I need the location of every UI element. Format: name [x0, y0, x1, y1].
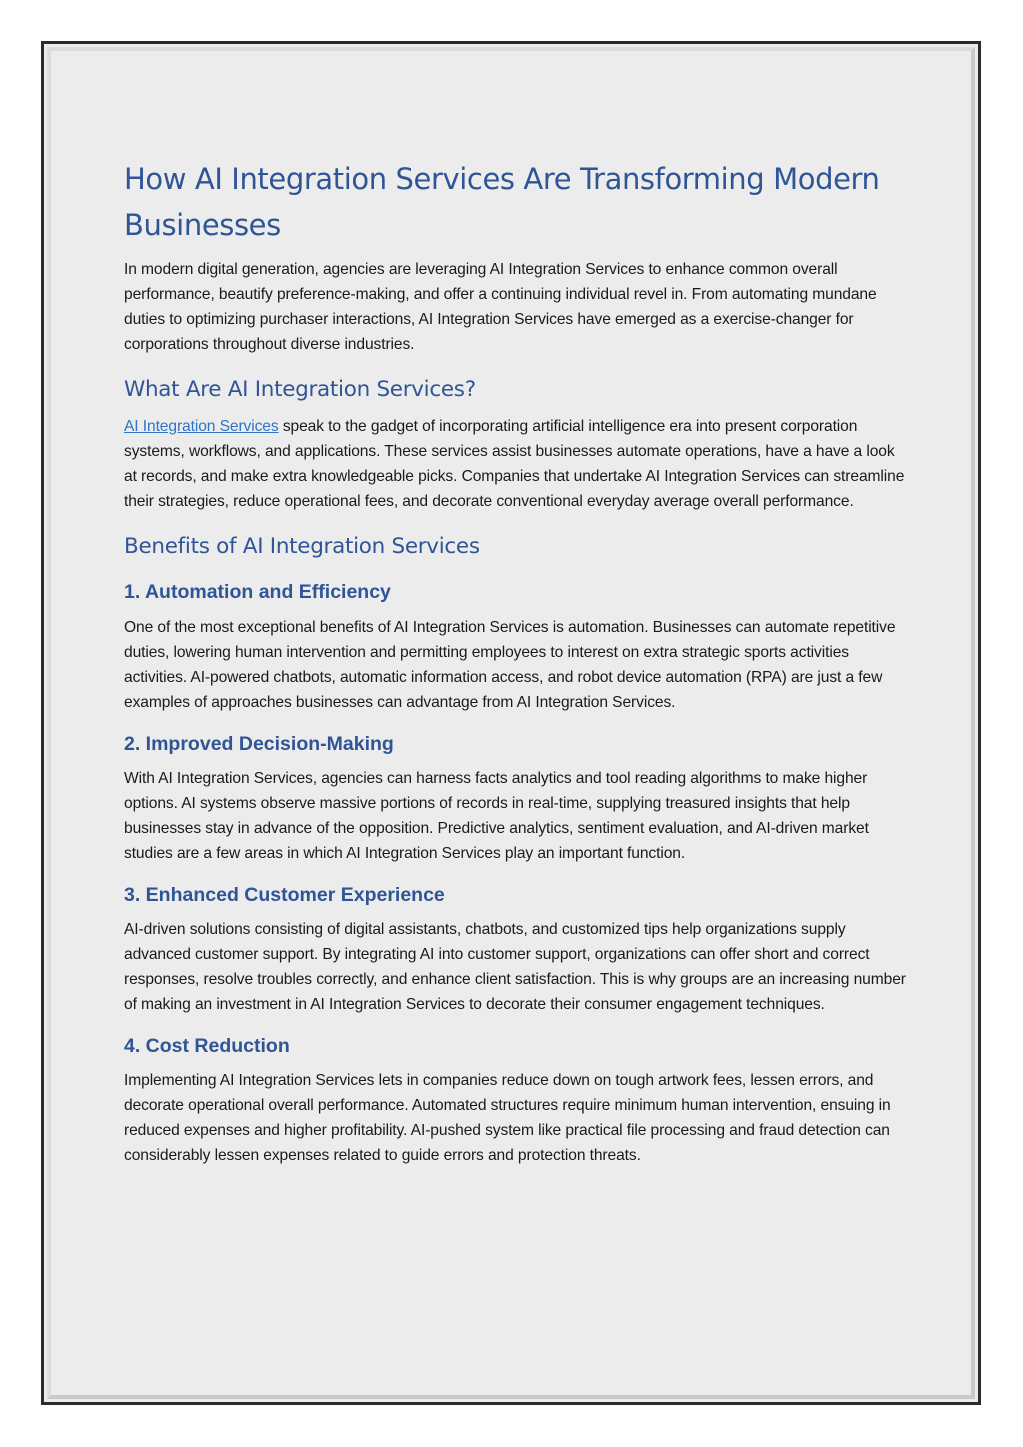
benefit-paragraph-automation: One of the most exceptional benefits of AI Integration Services is automation. Businesses can automate repetitive duties, lowering human intervention and permitting employees to interest on extra strategic sports activities activities. AI-powered chatbots, automatic information access, and robot device automation (RPA) are just a few examples of approaches businesses can advantage from AI Integration Services.: [124, 619, 896, 711]
what-paragraph: [124, 414, 909, 514]
document-page: [41, 41, 981, 1405]
page-title: How AI Integration Services Are Transforming Modern Businesses: [124, 162, 880, 242]
intro-paragraph: In modern digital generation, agencies are leveraging AI Integration Services to enhance common overall performance, beautify preference-making, and offer a continuing individual revel in. From automating mundane duties to optimizing purchaser interactions, AI Integration Services have emerged as a exercise-changer for corporations throughout diverse industries.: [124, 261, 877, 353]
ai-integration-services-link[interactable]: AI Integration Services: [124, 418, 279, 435]
section-heading-what: What Are AI Integration Services?: [124, 377, 476, 402]
benefit-heading-automation: 1. Automation and Efficiency: [124, 581, 391, 603]
benefit-paragraph-cost-reduction: Implementing AI Integration Services lets in companies reduce down on tough artwork fees, lessen errors, and decorate operational overall performance. Automated structures require minimum human intervention, ensuing in reduced expenses and higher profitability. AI-pushed system like practical file processing and fraud detection can considerably lessen expenses related to guide errors and protection threats.: [124, 1072, 891, 1164]
section-heading-benefits: Benefits of AI Integration Services: [124, 534, 480, 559]
article-body: [124, 156, 909, 1168]
benefit-heading-cost-reduction: 4. Cost Reduction: [124, 1035, 290, 1057]
benefit-paragraph-customer-experience: AI-driven solutions consisting of digital assistants, chatbots, and customized tips help organizations supply advanced customer support. By integrating AI into customer support, organizations can offer short and correct responses, resolve troubles correctly, and enhance client satisfaction. This is why groups are an increasing number of making an investment in AI Integration Services to decorate their consumer engagement techniques.: [124, 921, 906, 1013]
benefit-heading-customer-experience: 3. Enhanced Customer Experience: [124, 884, 445, 906]
what-paragraph-text: speak to the gadget of incorporating artificial intelligence era into present corporation systems, workflows, and applications. These services assist businesses automate operations, have a have a look at records, and make extra knowledgeable picks. Companies that undertake AI Integration Services can streamline their strategies, reduce operational fees, and decorate conventional everyday average overall performance.: [124, 418, 905, 510]
benefit-heading-decision-making: 2. Improved Decision-Making: [124, 733, 394, 755]
benefit-paragraph-decision-making: With AI Integration Services, agencies can harness facts analytics and tool reading algorithms to make higher options. AI systems observe massive portions of records in real-time, supplying treasured insights that help businesses stay in advance of the opposition. Predictive analytics, sentiment evaluation, and AI-driven market studies are a few areas in which AI Integration Services play an important function.: [124, 770, 869, 862]
